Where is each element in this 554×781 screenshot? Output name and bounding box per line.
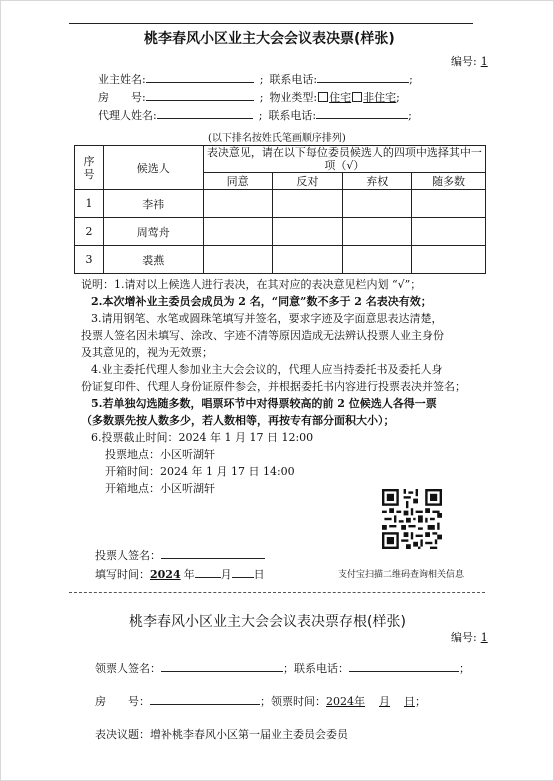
- agent-row: 代理人姓名: ; 联系电话: ;: [98, 109, 412, 122]
- ballot-number: 编号: 1: [451, 55, 488, 68]
- note-4b: 份证复印件、代理人身份证原件参会，并根据委托书内容进行投票表决并签名；: [81, 380, 466, 393]
- agent-phone-label: 联系电话:: [268, 109, 317, 122]
- col-index-header: 序号: [75, 146, 104, 190]
- note-3c: 及其意见的，视为无效票；: [81, 346, 213, 359]
- option-majority-header: 随多数: [412, 173, 486, 190]
- voter-sign-label: 投票人签名：: [95, 549, 161, 562]
- note-5a: 5.若单独勾选随多数，唱票环节中对得票较高的前 2 位候选人各得一票: [91, 397, 437, 410]
- phone-label: 联系电话:: [269, 73, 318, 86]
- qr-code-icon[interactable]: [382, 489, 442, 549]
- option-oppose-header: 反对: [272, 173, 343, 190]
- vote-cell-agree[interactable]: [203, 246, 272, 274]
- sort-note: (以下排名按姓氏笔画顺序排列): [208, 133, 346, 144]
- row-index: 2: [75, 218, 104, 246]
- receive-time-label: ；领票时间：: [260, 695, 326, 708]
- row-index: 3: [75, 246, 104, 274]
- vote-cell-oppose[interactable]: [272, 190, 343, 218]
- owner-name-label: 业主姓名:: [98, 73, 146, 86]
- vote-cell-oppose[interactable]: [272, 218, 343, 246]
- phone-field[interactable]: [317, 71, 409, 83]
- open-time: 开箱时间：2024 年 1 月 17 日 14:00: [105, 465, 295, 478]
- note-3b: 投票人签名因未填写、涂改、字迹不清等原因造成无法辨认投票人业主身份: [81, 329, 444, 342]
- stub-room-row: 房 号： ；领票时间：2024年 月 日；: [95, 695, 426, 708]
- vote-cell-abstain[interactable]: [343, 246, 412, 274]
- receiver-label: 领票人签名：: [95, 662, 161, 675]
- col-opinion-header: 表决意见，请在以下每位委员候选人的四项中选择其中一项（√）: [203, 146, 485, 173]
- fill-month-field[interactable]: [195, 566, 221, 578]
- stub-room-label: 房 号：: [95, 695, 150, 708]
- owner-name-field[interactable]: [146, 71, 254, 83]
- note-2: 2.本次增补业主委员会成员为 2 名，“同意”数不多于 2 名表决有效；: [91, 295, 432, 308]
- property-type-label: 物业类型:: [269, 91, 318, 104]
- fill-year: 2024: [150, 568, 181, 581]
- table-row: [75, 190, 486, 218]
- receiver-field[interactable]: [161, 660, 283, 672]
- nonresidential-checkbox[interactable]: [352, 92, 362, 102]
- voter-sign-row: [95, 547, 265, 563]
- fill-time-label: 填写时间：: [95, 568, 150, 581]
- tear-line: [69, 592, 485, 593]
- vote-cell-oppose[interactable]: [272, 246, 343, 274]
- vote-cell-agree[interactable]: [203, 218, 272, 246]
- vote-cell-abstain[interactable]: [343, 218, 412, 246]
- instructions: [81, 276, 466, 497]
- candidate-name: 李祎: [103, 190, 203, 218]
- owner-name-row: 业主姓名: ; 联系电话: ;: [98, 73, 413, 86]
- option-agree-header: 同意: [203, 173, 272, 190]
- note-4a: 4.业主委托代理人参加业主大会会议的，代理人应当持委托书及委托人身: [91, 363, 443, 376]
- stub-phone-label: ；联系电话：: [283, 662, 349, 675]
- stub-title: 桃李春风小区业主大会会议表决票存根(样张): [129, 614, 406, 630]
- ballot-title: 桃李春风小区业主大会会议表决票(样张): [144, 31, 395, 47]
- note-6: 6.投票截止时间：2024 年 1 月 17 日 12:00: [91, 431, 314, 444]
- stub-topic: 表决议题：增补桃李春风小区第一届业主委员会委员: [95, 728, 348, 741]
- stub-receiver-row: 领票人签名： ；联系电话： ；: [95, 662, 470, 675]
- fill-day-field[interactable]: [232, 566, 254, 578]
- vote-cell-agree[interactable]: [203, 190, 272, 218]
- vote-cell-majority[interactable]: [412, 246, 486, 274]
- top-rule: [69, 23, 473, 24]
- vote-cell-abstain[interactable]: [343, 190, 412, 218]
- candidate-name: 周莺舟: [103, 218, 203, 246]
- option-abstain-header: 弃权: [343, 173, 412, 190]
- vote-table: [74, 145, 486, 274]
- col-candidate-header: 候选人: [103, 146, 203, 190]
- agent-name-label: 代理人姓名:: [98, 109, 157, 122]
- stub-phone-field[interactable]: [349, 660, 459, 672]
- note-5b: （多数票先按人数多少，若人数相等，再按专有部分面积大小）；: [81, 414, 395, 427]
- fill-time-row: 填写时间：2024 年 月 日: [95, 568, 265, 581]
- agent-phone-field[interactable]: [316, 107, 408, 119]
- residential-checkbox[interactable]: [318, 92, 328, 102]
- open-place: 开箱地点：小区听湖轩: [105, 482, 215, 495]
- vote-place: 投票地点：小区听湖轩: [105, 448, 215, 461]
- voter-sign-field[interactable]: [161, 547, 265, 559]
- agent-name-field[interactable]: [157, 107, 253, 119]
- candidate-name: 裘燕: [103, 246, 203, 274]
- room-row: 房 号: ; 物业类型: 住宅 非住宅;: [98, 91, 400, 104]
- vote-cell-majority[interactable]: [412, 190, 486, 218]
- note-1: 说明：1.请对以上候选人进行表决，在其对应的表决意见栏内划 “√”；: [81, 278, 422, 291]
- receive-year: 2024: [326, 695, 354, 708]
- note-3a: 3.请用钢笔、水笔或圆珠笔填写并签名，要求字迹及字面意思表达清楚，: [91, 312, 443, 325]
- table-row: [75, 246, 486, 274]
- stub-room-field[interactable]: [150, 693, 260, 705]
- qr-caption: 支付宝扫描二维码查询相关信息: [338, 570, 465, 580]
- vote-cell-majority[interactable]: [412, 218, 486, 246]
- room-field[interactable]: [146, 89, 254, 101]
- stub-number: 编号: 1: [451, 631, 488, 644]
- row-index: 1: [75, 190, 104, 218]
- room-label: 房 号:: [98, 91, 146, 104]
- table-row: [75, 218, 486, 246]
